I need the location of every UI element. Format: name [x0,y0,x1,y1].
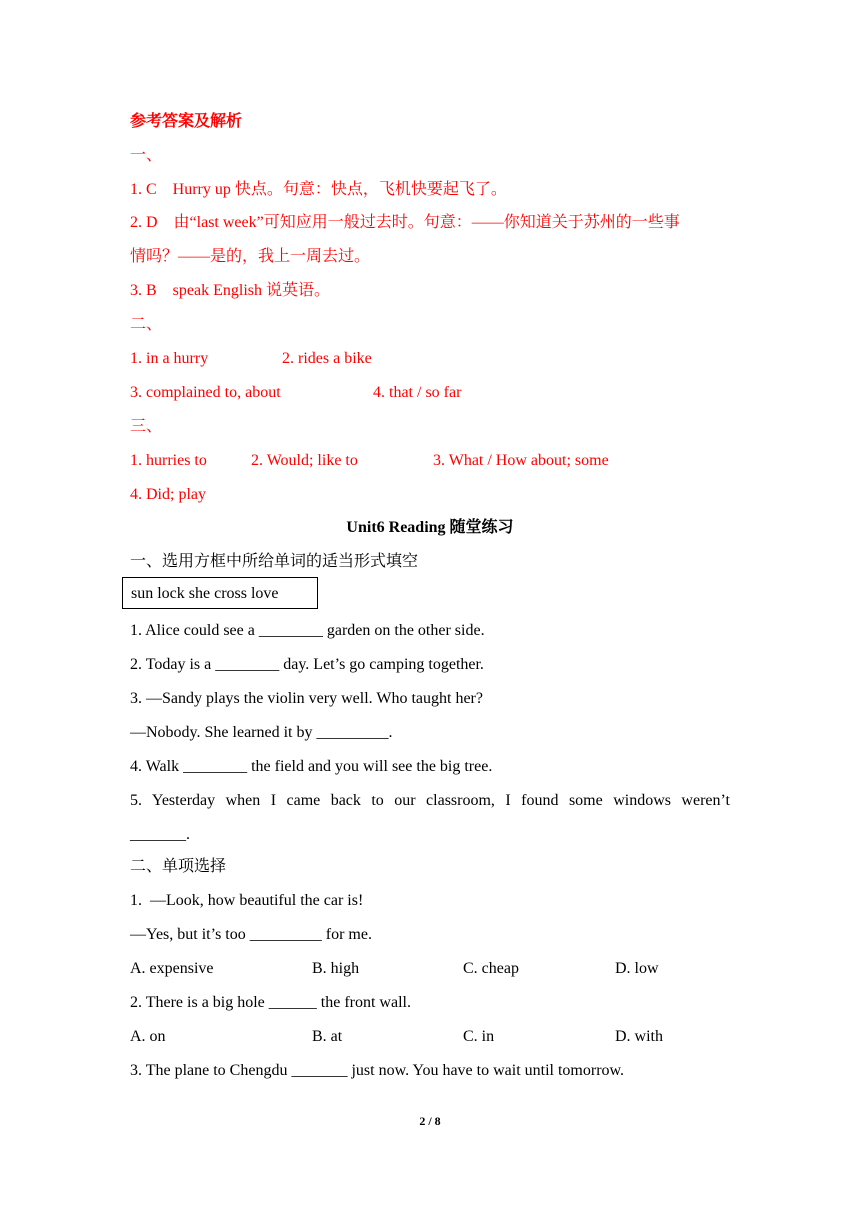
word-box-text: sun lock she cross love [131,585,279,602]
s2-q2-option-b: B. at [312,1028,343,1045]
answer-1-3: 3. B speak English 说英语。 [130,282,330,299]
section2-heading: 二、单项选择 [130,858,227,875]
page-number: 2 / 8 [419,1114,441,1128]
s1-question-5-line2: _______. [130,826,190,843]
section1-heading: 一、选用方框中所给单词的适当形式填空 [130,553,419,570]
s1-question-1: 1. Alice could see a ________ garden on the other side. [130,622,485,639]
answer-1-2-line1: 2. D 由“last week”可知应用一般过去时。句意：——你知道关于苏州的一些事 [130,214,680,231]
s2-question-1-line1: 1. —Look, how beautiful the car is! [130,892,364,909]
s1-question-5-line1: 5. Yesterday when I came back to our classroom, I found some windows weren’t [130,792,730,809]
s2-question-1-line2: —Yes, but it’s too _________ for me. [130,926,372,943]
s1-question-3-line1: 3. —Sandy plays the violin very well. Who taught her? [130,690,483,707]
answers-part1-label: 一、 [130,147,163,164]
answer-2-4: 4. that / so far [373,384,462,401]
s2-q2-option-d: D. with [615,1028,663,1045]
answer-3-3: 3. What / How about; some [433,452,609,469]
answer-2-3: 3. complained to, about [130,384,281,401]
s2-q1-option-d: D. low [615,960,659,977]
answer-2-2: 2. rides a bike [282,350,372,367]
answer-2-1: 1. in a hurry [130,350,209,367]
s2-question-3: 3. The plane to Chengdu _______ just now. You have to wait until tomorrow. [130,1062,625,1079]
exercise-title: Unit6 Reading 随堂练习 [346,519,514,536]
answer-1-2-line2: 情吗？——是的，我上一周去过。 [130,248,371,265]
s2-q2-option-c: C. in [463,1028,495,1045]
answer-1-1: 1. C Hurry up 快点。句意：快点，飞机快要起飞了。 [130,181,507,198]
s1-question-2: 2. Today is a ________ day. Let’s go camping together. [130,656,484,673]
answer-3-2: 2. Would; like to [251,452,358,469]
s2-q1-option-b: B. high [312,960,360,977]
word-box [122,577,318,609]
s2-question-2: 2. There is a big hole ______ the front wall. [130,994,411,1011]
answers-heading: 参考答案及解析 [130,113,243,130]
s1-question-4: 4. Walk ________ the field and you will see the big tree. [130,758,493,775]
s2-q2-option-a: A. on [130,1028,166,1045]
s2-q1-option-c: C. cheap [463,960,519,977]
answer-3-1: 1. hurries to [130,452,207,469]
s2-q1-option-a: A. expensive [130,960,214,977]
answers-part3-label: 三、 [130,418,163,435]
answers-part2-label: 二、 [130,316,163,333]
s1-question-3-line2: —Nobody. She learned it by _________. [130,724,393,741]
answer-3-4: 4. Did; play [130,486,206,503]
